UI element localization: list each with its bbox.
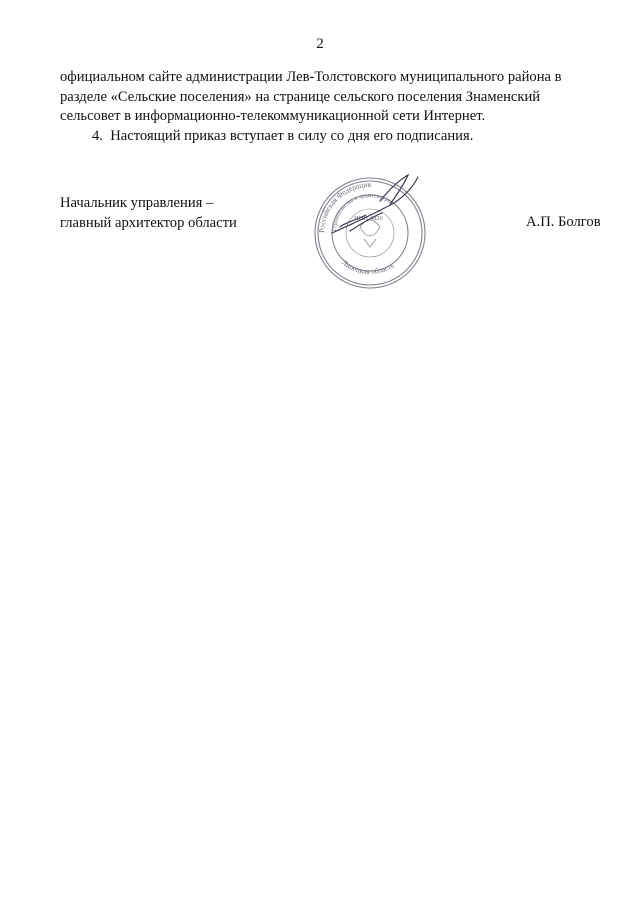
stamp-text-bottom: Липецкая область [340, 257, 396, 276]
paragraph-line-3: сельсовет в информационно-телекоммуникационной сети Интернет. [60, 108, 486, 124]
stamp-text-top: Российская Федерация [316, 179, 372, 234]
official-seal-icon [310, 165, 430, 295]
page-number: 2 [316, 36, 324, 52]
body-text [60, 68, 604, 146]
stamp-text-inn: ИНН 4826 [354, 215, 383, 222]
stamp-text-inner: строительства и архитектуры [331, 192, 393, 232]
position-line-1: Начальник управления – [60, 195, 214, 211]
position-line-2: главный архитектор области [60, 215, 237, 231]
paragraph-line-2: разделе «Сельские поселения» на странице сельского поселения Знаменский [60, 88, 541, 105]
signatory-position [60, 193, 237, 233]
item-4: 4. Настоящий приказ вступает в силу со дня его подписания. [92, 127, 474, 144]
paragraph-line-1: официальном сайте администрации Лев-Толстовского муниципального района в [60, 69, 562, 85]
signatory-name: А.П. Болгов [526, 214, 601, 230]
